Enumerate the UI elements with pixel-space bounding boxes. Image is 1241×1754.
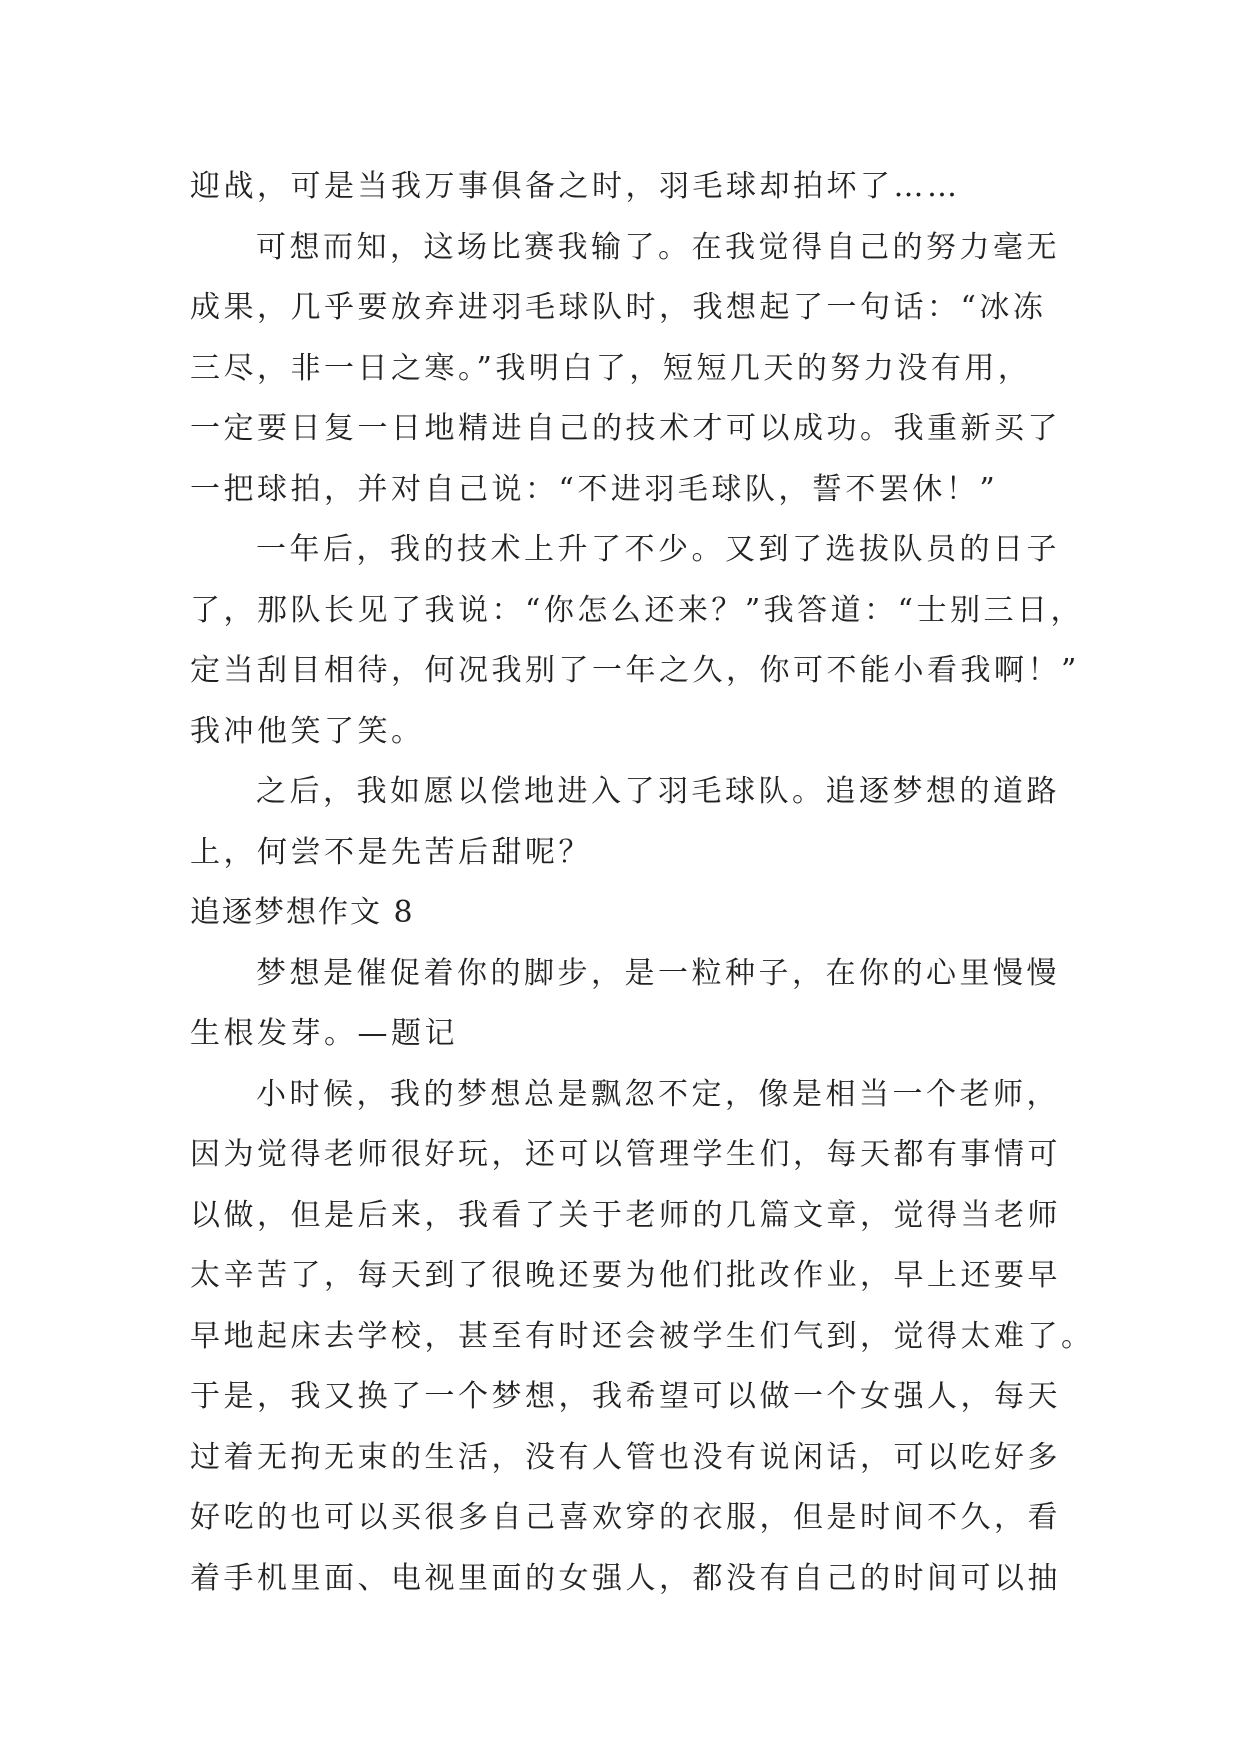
text-line: 成果，几乎要放弃进羽毛球队时，我想起了一句话：“冰冻 <box>190 290 1047 325</box>
text-line: 一把球拍，并对自己说：“不进羽毛球队，誓不罢休！” <box>190 471 999 507</box>
text-line: 以做，但是后来，我看了关于老师的几篇文章，觉得当老师 <box>190 1197 1061 1233</box>
text-line: 好吃的也可以买很多自己喜欢穿的衣服，但是时间不久，看 <box>190 1500 1061 1535</box>
text-line: 我冲他笑了笑。 <box>190 713 425 749</box>
paragraph-start-line: 梦想是催促着你的脚步，是一粒种子，在你的心里慢慢 <box>256 955 1060 991</box>
text-line: 因为觉得老师很好玩，还可以管理学生们，每天都有事情可 <box>190 1137 1061 1172</box>
text-line: 早地起床去学校，甚至有时还会被学生们气到，觉得太难了。 <box>190 1318 1095 1354</box>
paragraph-start-line: 之后，我如愿以偿地进入了羽毛球队。追逐梦想的道路 <box>256 774 1060 809</box>
document-body <box>190 157 1095 1609</box>
paragraph-start-line: 小时候，我的梦想总是飘忽不定，像是相当一个老师， <box>256 1076 1060 1112</box>
section-heading: 追逐梦想作文 8 <box>190 895 415 930</box>
text-line: 三尽，非一日之寒。”我明白了，短短几天的努力没有用， <box>190 350 1032 386</box>
text-line: 定当刮目相待，何况我别了一年之久，你可不能小看我啊！” <box>190 653 1080 688</box>
text-line: 于是，我又换了一个梦想，我希望可以做一个女强人，每天 <box>190 1379 1061 1414</box>
text-line: 迎战，可是当我万事俱备之时，羽毛球却拍坏了…… <box>190 169 961 204</box>
text-line: 上，何尝不是先苦后甜呢？ <box>190 834 592 870</box>
text-line: 了，那队长见了我说：“你怎么还来？”我答道：“士别三日， <box>190 592 1085 628</box>
text-line: 过着无拘无束的生活，没有人管也没有说闲话，可以吃好多 <box>190 1439 1061 1475</box>
paragraph-start-line: 可想而知，这场比赛我输了。在我觉得自己的努力毫无 <box>256 229 1060 265</box>
text-line: 太辛苦了，每天到了很晚还要为他们批改作业，早上还要早 <box>190 1258 1061 1293</box>
text-line: 生根发芽。—题记 <box>190 1016 458 1051</box>
text-line: 一定要日复一日地精进自己的技术才可以成功。我重新买了 <box>190 411 1061 446</box>
paragraph-start-line: 一年后，我的技术上升了不少。又到了选拔队员的日子 <box>256 532 1060 567</box>
text-line: 着手机里面、电视里面的女强人，都没有自己的时间可以抽 <box>190 1560 1061 1596</box>
